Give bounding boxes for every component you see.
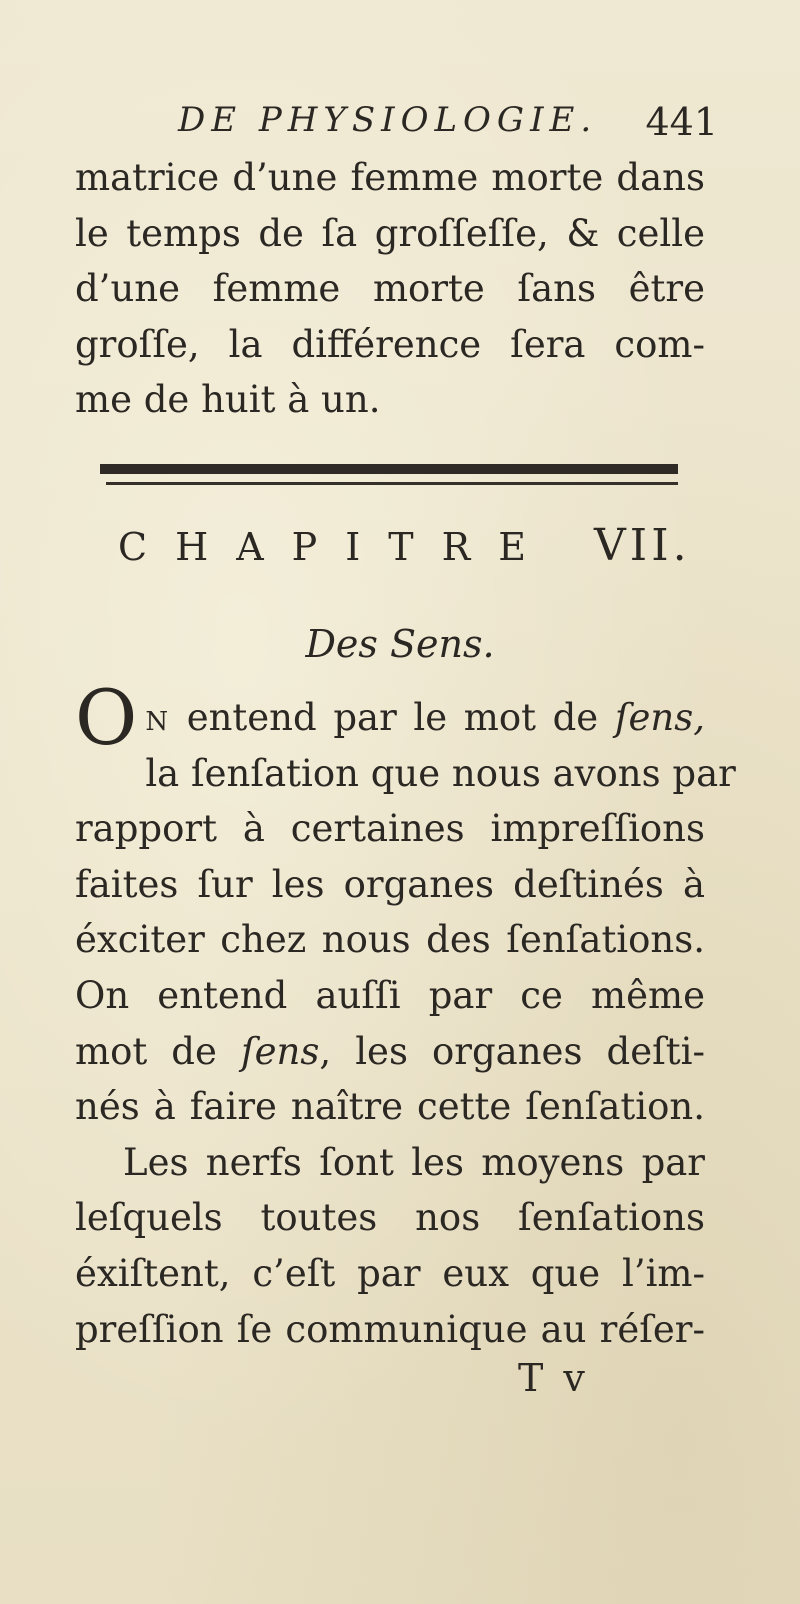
section-title: Des Sens.	[305, 622, 495, 666]
text-line: d’une femme morte ſans être	[75, 267, 705, 311]
text-line: Les nerfs ſont les moyens par	[123, 1140, 705, 1184]
text-line-first	[75, 673, 705, 762]
line7-prefix: mot de	[75, 1029, 241, 1073]
line7-italic: ſens	[240, 1029, 320, 1073]
page-number: 441	[645, 100, 718, 144]
text-line-mixed	[75, 1024, 705, 1080]
text-line: leſquels toutes nos ſenſations	[75, 1196, 705, 1240]
ornamental-rule	[100, 460, 678, 500]
text-line: rapport à certaines impreſſions	[75, 807, 705, 851]
text-line: faites ſur les organes deſtinés à	[75, 862, 705, 906]
chapter-heading	[118, 520, 691, 580]
text-line: la ſenſation que nous avons par	[145, 751, 736, 795]
drop-cap: O	[75, 673, 138, 762]
line7-suffix: , les organes deſti-	[319, 1029, 705, 1073]
top-paragraph	[75, 150, 705, 428]
running-title: DE PHYSIOLOGIE.	[178, 100, 598, 140]
text-line: On entend auſſi par ce même	[75, 973, 705, 1017]
text-line: le temps de ſa groſſeſſe, & celle	[75, 211, 705, 255]
text-line: nés à faire naître cette ſenſation.	[75, 1085, 705, 1129]
first-word-caps: N	[145, 707, 171, 737]
text-line: matrice d’une femme morte dans	[75, 156, 705, 199]
running-head	[178, 100, 718, 144]
chapter-word: CHAPITRE	[118, 525, 554, 569]
text-line: me de huit à un.	[75, 378, 381, 422]
text-line: éxiſtent, c’eſt par eux que l’im-	[75, 1251, 705, 1295]
catchword: T v	[518, 1356, 589, 1400]
body-text	[75, 673, 736, 1357]
chapter-number: VII.	[594, 520, 691, 571]
text-line: éxciter chez nous des ſenſations.	[75, 918, 705, 962]
text-line: preſſion ſe communique au réſer-	[75, 1307, 705, 1351]
first-line-text: entend par le mot de	[170, 696, 615, 739]
text-line: groſſe, la différence ſera com-	[75, 322, 705, 366]
first-line-italic: ſens,	[614, 696, 705, 739]
rule-thick	[100, 464, 678, 474]
rule-thin	[106, 482, 678, 485]
